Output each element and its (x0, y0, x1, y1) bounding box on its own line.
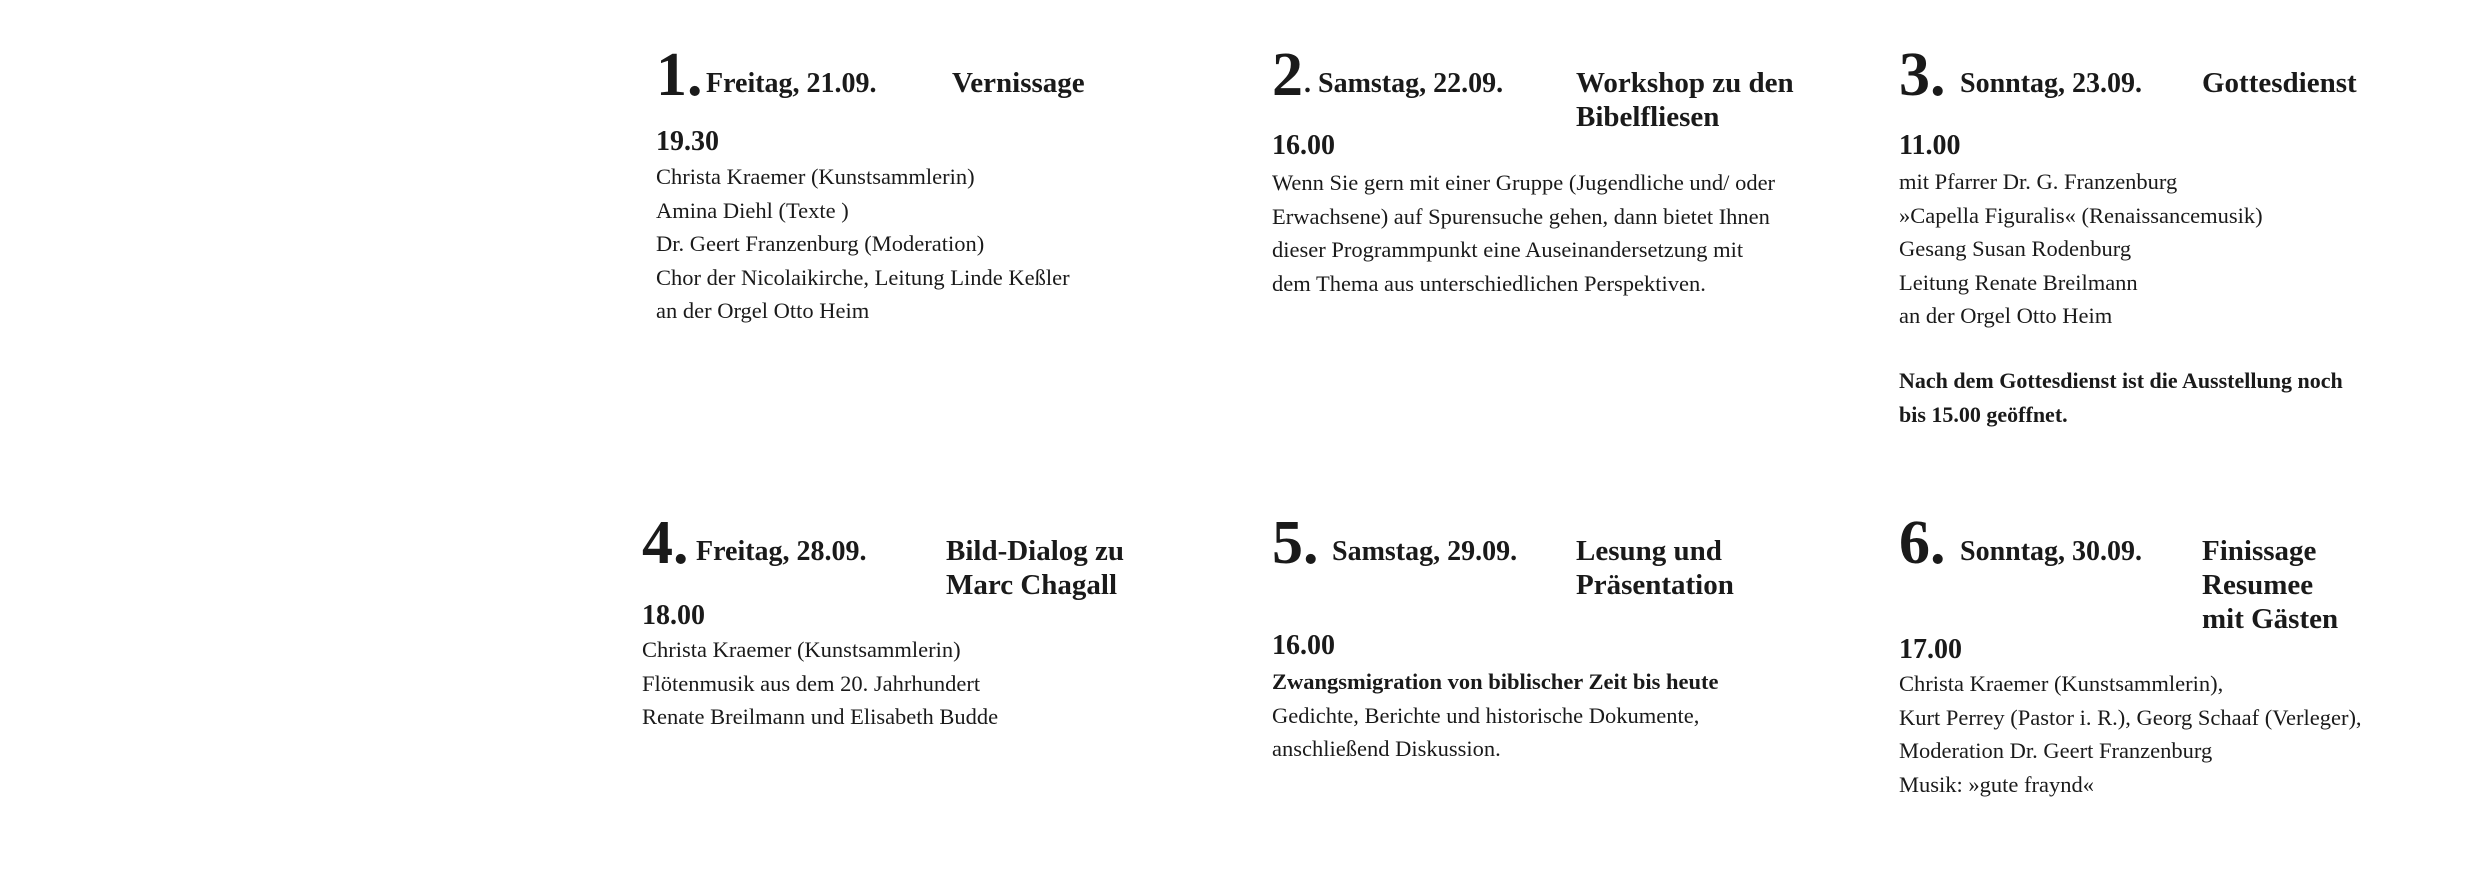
event-4-title-line: Marc Chagall (946, 569, 1118, 601)
event-1-detail-line: Amina Diehl (Texte ) (656, 197, 849, 223)
event-6-number: 6. (1899, 509, 1946, 577)
event-2-detail-line: Erwachsene) auf Spurensuche gehen, dann bietet Ihnen (1272, 203, 1770, 229)
event-3-details (1899, 165, 2263, 333)
event-4 (642, 509, 1202, 812)
event-4-detail-line: Flötenmusik aus dem 20. Jahrhundert (642, 670, 981, 696)
event-2-detail-line: Wenn Sie gern mit einer Gruppe (Jugendliche und/ oder (1272, 170, 1776, 195)
event-3-number: 3. (1899, 41, 1946, 109)
event-1-detail-line: an der Orgel Otto Heim (656, 298, 870, 323)
event-4-number: 4. (642, 509, 689, 577)
event-3-date: Sonntag, 23.09. (1960, 68, 2143, 99)
event-3-title (2202, 66, 2357, 100)
event-2-details (1272, 166, 1775, 300)
event-4-detail-line: Christa Kraemer (Kunstsammlerin) (642, 637, 961, 662)
event-3-detail-line: Gesang Susan Rodenburg (1899, 236, 2132, 261)
event-2-title-line: Workshop zu den (1576, 67, 1794, 99)
event-2-header (1272, 41, 1832, 133)
event-4-details (642, 633, 998, 734)
event-5-details (1272, 665, 1719, 766)
event-4-date: Freitag, 28.09. (696, 536, 867, 567)
event-5-number: 5. (1272, 509, 1319, 577)
event-5-time: 16.00 (1272, 630, 1335, 661)
event-3-note-line: bis 15.00 geöffnet. (1899, 401, 2068, 427)
event-1-time: 19.30 (656, 126, 719, 157)
event-3-detail-line: mit Pfarrer Dr. G. Franzenburg (1899, 169, 2178, 194)
event-1-detail-line: Dr. Geert Franzenburg (Moderation) (656, 231, 985, 256)
event-4-time: 18.00 (642, 600, 705, 631)
event-5-detail-line: anschließend Diskussion. (1272, 736, 1501, 761)
event-2-detail-line: dieser Programmpunkt eine Auseinandersetzung mit (1272, 237, 1744, 262)
event-6-title-line: mit Gästen (2202, 603, 2339, 635)
event-1-date: Freitag, 21.09. (706, 68, 877, 99)
event-6-detail-line: Christa Kraemer (Kunstsammlerin), (1899, 671, 2224, 696)
event-2-detail-line: dem Thema aus unterschiedlichen Perspektiven. (1272, 270, 1706, 296)
event-2-number: 2 (1272, 41, 1303, 109)
event-3-detail-line: Leitung Renate Breilmann (1899, 269, 2138, 295)
event-4-header (642, 509, 1202, 601)
event-2-time: 16.00 (1272, 130, 1335, 161)
event-3-title-line: Gottesdienst (2202, 67, 2357, 99)
event-5-title-line: Lesung und (1576, 535, 1722, 567)
event-6-detail-line: Musik: »gute fraynd« (1899, 771, 2094, 797)
event-3-note-line: Nach dem Gottesdienst ist die Ausstellung noch (1899, 368, 2343, 393)
event-6-title-line: Resumee (2202, 569, 2314, 601)
event-1-title (952, 66, 1085, 100)
event-1-header (656, 41, 1216, 109)
event-6-header (1899, 509, 2459, 635)
event-1-number: 1. (656, 41, 703, 109)
event-4-title-line: Bild-Dialog zu (946, 535, 1125, 567)
event-2 (1272, 41, 1832, 344)
event-6-date: Sonntag, 30.09. (1960, 536, 2143, 567)
event-5-header (1272, 509, 1832, 601)
event-5-date: Samstag, 29.09. (1332, 536, 1518, 567)
event-1 (656, 41, 1216, 344)
event-1-detail-line: Christa Kraemer (Kunstsammlerin) (656, 164, 975, 189)
event-6-detail-line: Moderation Dr. Geert Franzenburg (1899, 738, 2213, 763)
event-6-title (2202, 534, 2338, 636)
event-6-title-line: Finissage (2202, 535, 2317, 567)
event-3-header (1899, 41, 2459, 109)
event-3 (1899, 41, 2459, 444)
event-6-time: 17.00 (1899, 634, 1962, 665)
event-2-date: . Samstag, 22.09. (1304, 68, 1504, 99)
event-4-detail-line: Renate Breilmann und Elisabeth Budde (642, 704, 999, 729)
event-5-detail-line: Gedichte, Berichte und historische Dokumente, (1272, 702, 1700, 728)
event-2-title (1576, 66, 1794, 134)
event-3-detail-line: »Capella Figuralis« (Renaissancemusik) (1899, 202, 2263, 228)
event-6 (1899, 509, 2459, 852)
event-5-title-line: Präsentation (1576, 569, 1734, 601)
event-5-topic: Zwangsmigration von biblischer Zeit bis heute (1272, 669, 1719, 694)
event-3-time: 11.00 (1899, 130, 1961, 161)
event-3-detail-line: an der Orgel Otto Heim (1899, 303, 2113, 328)
event-1-details (656, 160, 1070, 328)
event-3-note (1899, 364, 2343, 431)
event-1-detail-line: Chor der Nicolaikirche, Leitung Linde Keßler (656, 264, 1070, 290)
event-4-title (946, 534, 1124, 602)
event-1-title-line: Vernissage (952, 67, 1085, 99)
event-6-detail-line: Kurt Perrey (Pastor i. R.), Georg Schaaf (Verleger), (1899, 704, 2362, 730)
event-5 (1272, 509, 1832, 812)
event-5-title (1576, 534, 1734, 602)
event-2-title-line: Bibelfliesen (1576, 101, 1720, 133)
event-6-details (1899, 667, 2362, 801)
